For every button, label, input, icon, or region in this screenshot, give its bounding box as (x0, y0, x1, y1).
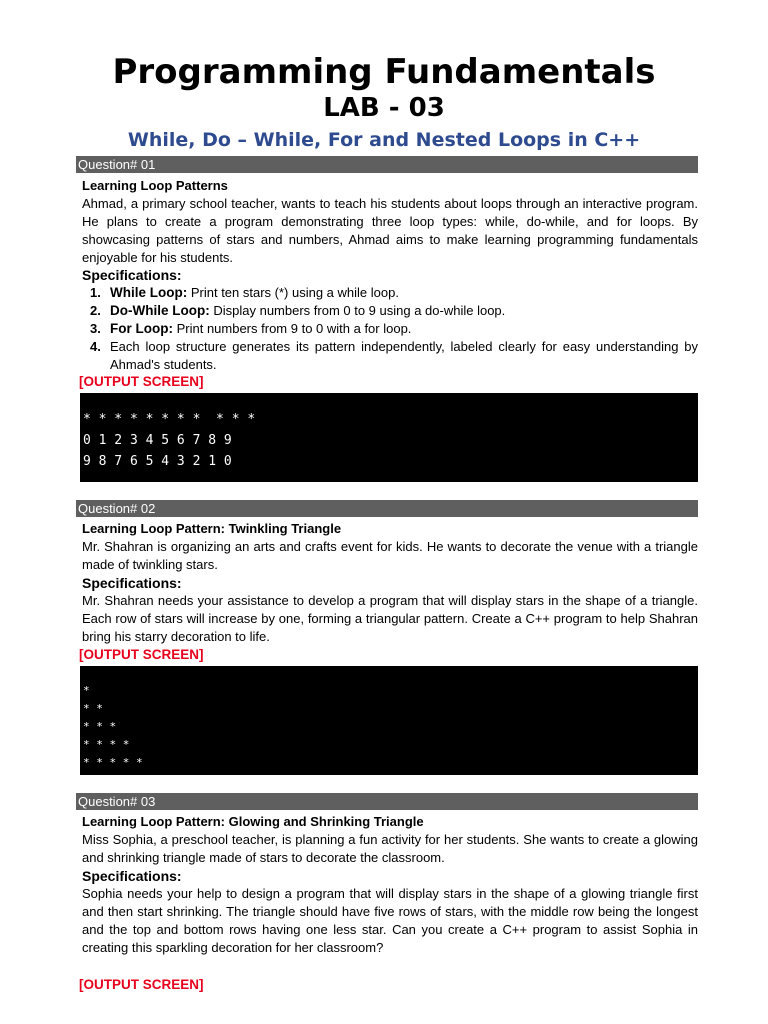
list-text: Print numbers from 9 to 0 with a for loop. (172, 321, 412, 336)
list-number: 2. (90, 303, 101, 318)
list-number: 1. (90, 285, 101, 300)
question-3-body: Miss Sophia, a preschool teacher, is planning a fun activity for her students. She wants to create a glowing and shrinking triangle made of stars to decorate the classroom. (82, 832, 698, 865)
question-1-heading: Learning Loop Patterns (82, 178, 228, 193)
question-3-spec-body: Sophia needs your help to design a program that will display stars in the shape of a glowing triangle first and then start shrinking. The triangle should have five rows of stars, with the middle row being the longest and the top and bottom rows having one less star. Can you create a C++ program to assist Sophia in creating this sparkling decoration for her classroom? (82, 886, 698, 955)
question-3-output-label: [OUTPUT SCREEN] (79, 977, 204, 992)
list-label: While Loop: (110, 285, 188, 300)
question-3-spec-label: Specifications: (82, 868, 182, 884)
list-number: 3. (90, 321, 101, 336)
question-3-bar: Question# 03 (76, 793, 698, 810)
question-2-spec-body: Mr. Shahran needs your assistance to develop a program that will display stars in the shape of a triangle. Each row of stars will increase by one, forming a triangular pattern. Create a C++ program to help Shahran bring his starry decoration to life. (82, 593, 698, 644)
question-2-bar: Question# 02 (76, 500, 698, 517)
output-line: 0 1 2 3 4 5 6 7 8 9 (83, 433, 232, 448)
question-1-spec-label: Specifications: (82, 267, 182, 283)
list-item (90, 284, 698, 302)
question-2-output-label: [OUTPUT SCREEN] (79, 647, 204, 662)
list-label: Do-While Loop: (110, 303, 210, 318)
list-number: 4. (90, 339, 101, 354)
list-item (90, 302, 698, 320)
output-line: * (83, 684, 90, 697)
question-1-output-screen (80, 393, 698, 482)
output-line: * * (83, 702, 103, 715)
lab-subtitle: While, Do – While, For and Nested Loops in C++ (127, 129, 641, 151)
question-1-body: Ahmad, a primary school teacher, wants to teach his students about loops through an interactive program. He plans to create a program demonstrating three loop types: while, do-while, and for loops. By showcasing patterns of stars and numbers, Ahmad aims to make learning programming fundamentals enjoyable for his students. (82, 196, 698, 265)
question-2-heading: Learning Loop Pattern: Twinkling Triangle (82, 521, 342, 536)
list-text: Display numbers from 0 to 9 using a do-while loop. (209, 303, 506, 318)
output-line: * * * (83, 720, 117, 733)
output-line: 9 8 7 6 5 4 3 2 1 0 (83, 454, 232, 469)
lab-number: LAB - 03 (323, 93, 445, 123)
question-2-output-screen (80, 666, 698, 775)
question-1-bar: Question# 01 (76, 156, 698, 173)
question-1-output-label: [OUTPUT SCREEN] (79, 374, 204, 389)
question-2-body: Mr. Shahran is organizing an arts and crafts event for kids. He wants to decorate the venue with a triangle made of twinkling stars. (82, 539, 698, 572)
list-text: Each loop structure generates its pattern independently, labeled clearly for easy understanding by Ahmad's students. (110, 339, 698, 372)
list-item (90, 320, 698, 338)
question-3-heading: Learning Loop Pattern: Glowing and Shrinking Triangle (82, 814, 424, 829)
document-title: Programming Fundamentals (112, 52, 656, 92)
output-line: * * * * * (83, 756, 143, 769)
output-line: * * * * * * * * * * * (83, 412, 256, 427)
list-label: For Loop: (110, 321, 173, 336)
question-2-spec-label: Specifications: (82, 575, 182, 591)
list-item (90, 338, 698, 374)
list-text: Print ten stars (*) using a while loop. (187, 285, 399, 300)
output-line: * * * * (83, 738, 130, 751)
question-1-spec-list (90, 284, 698, 374)
